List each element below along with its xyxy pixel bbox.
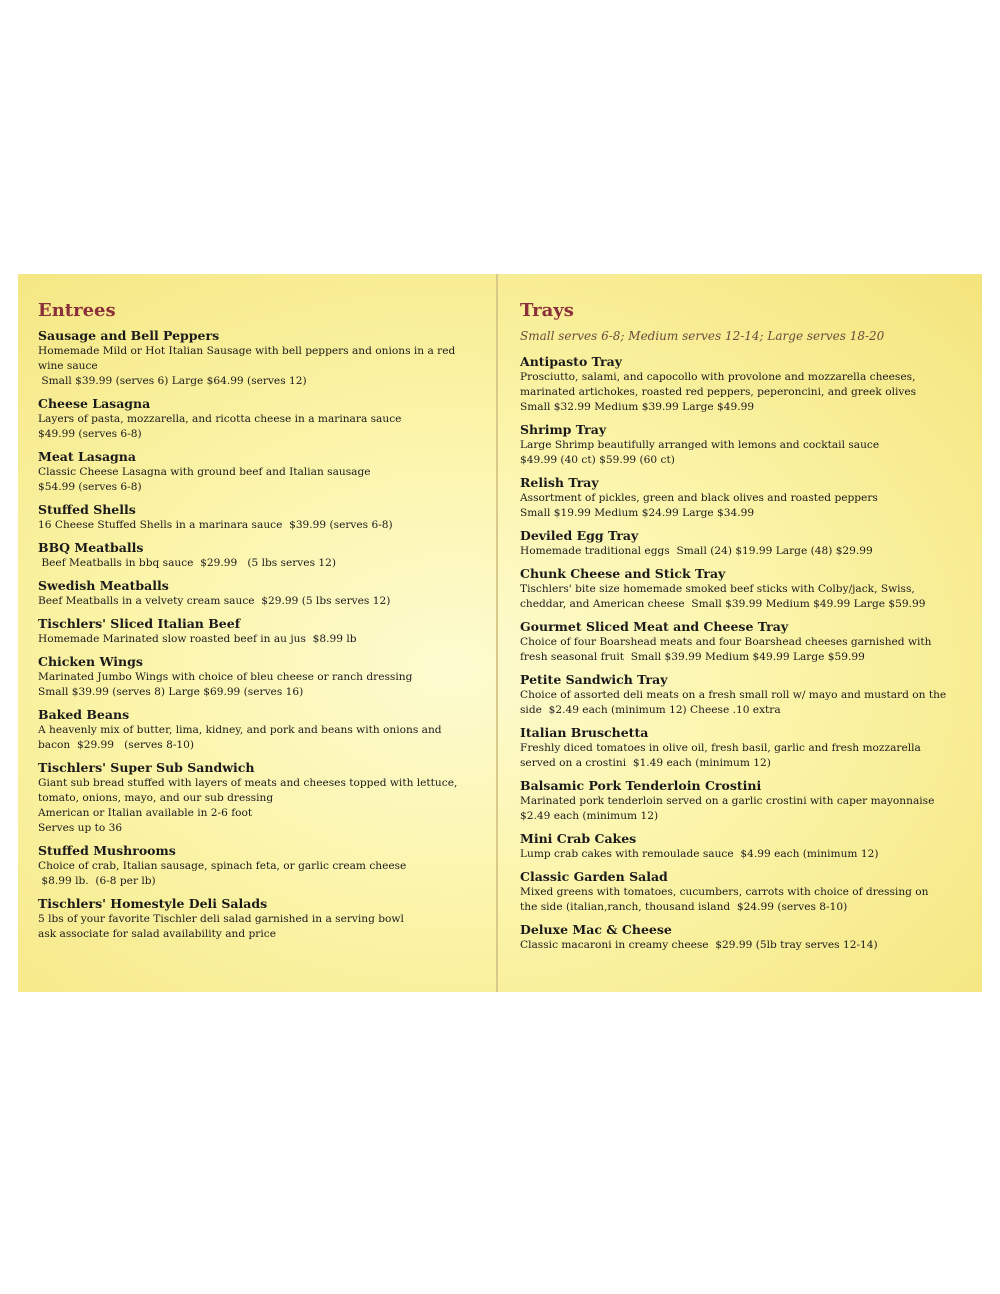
item-description-line: 5 lbs of your favorite Tischler deli salad garnished in a serving bowl: [38, 913, 404, 925]
column-divider: [496, 274, 498, 992]
item-description-line: the side (italian,ranch, thousand island $24.99 (serves 8-10): [520, 901, 848, 913]
item-description-line: 16 Cheese Stuffed Shells in a marinara sauce $39.99 (serves 6-8): [38, 519, 393, 531]
item-description-line: Freshly diced tomatoes in olive oil, fresh basil, garlic and fresh mozzarella: [520, 742, 921, 754]
item-description-line: $49.99 (serves 6-8): [38, 428, 142, 440]
entrees-list: [38, 328, 486, 942]
item-name: Relish Tray: [520, 475, 599, 490]
trays-list: [520, 354, 968, 953]
item-description-line: A heavenly mix of butter, lima, kidney, and pork and beans with onions and: [38, 724, 442, 736]
trays-title: Trays: [520, 300, 574, 321]
item-name: Shrimp Tray: [520, 422, 607, 437]
item-description-line: Assortment of pickles, green and black olives and roasted peppers: [520, 492, 878, 504]
menu-item: [520, 475, 968, 521]
item-name: Gourmet Sliced Meat and Cheese Tray: [520, 619, 789, 634]
menu-item: [520, 672, 968, 718]
item-description-line: Layers of pasta, mozzarella, and ricotta cheese in a marinara sauce: [38, 413, 402, 425]
item-description-line: Classic macaroni in creamy cheese $29.99 (5lb tray serves 12-14): [520, 939, 878, 951]
item-description-line: $54.99 (serves 6-8): [38, 481, 142, 493]
item-name: Stuffed Mushrooms: [38, 843, 176, 858]
item-description-line: Prosciutto, salami, and capocollo with provolone and mozzarella cheeses,: [520, 371, 916, 383]
menu-item: [520, 725, 968, 771]
item-name: Tischlers' Homestyle Deli Salads: [38, 896, 268, 911]
menu-item: [520, 869, 968, 915]
menu-page: [18, 274, 982, 992]
item-name: Tischlers' Sliced Italian Beef: [38, 616, 241, 631]
menu-item: [38, 396, 486, 442]
item-name: Balsamic Pork Tenderloin Crostini: [520, 778, 762, 793]
item-description-line: Beef Meatballs in bbq sauce $29.99 (5 lbs serves 12): [38, 557, 336, 569]
trays-column: [520, 300, 968, 960]
menu-item: [520, 354, 968, 415]
item-name: Classic Garden Salad: [520, 869, 668, 884]
item-description-line: Choice of four Boarshead meats and four Boarshead cheeses garnished with: [520, 636, 932, 648]
menu-item: [38, 328, 486, 389]
item-name: Swedish Meatballs: [38, 578, 169, 593]
item-description-line: Homemade Marinated slow roasted beef in au jus $8.99 lb: [38, 633, 357, 645]
item-description-line: Tischlers' bite size homemade smoked beef sticks with Colby/jack, Swiss,: [520, 583, 915, 595]
item-name: Chunk Cheese and Stick Tray: [520, 566, 726, 581]
item-description-line: Serves up to 36: [38, 822, 123, 834]
item-name: Mini Crab Cakes: [520, 831, 637, 846]
item-description-line: Small $39.99 (serves 8) Large $69.99 (serves 16): [38, 686, 304, 698]
item-description-line: Marinated pork tenderloin served on a garlic crostini with caper mayonnaise: [520, 795, 935, 807]
item-description-line: Homemade traditional eggs Small (24) $19.99 Large (48) $29.99: [520, 545, 873, 557]
item-description-line: Large Shrimp beautifully arranged with lemons and cocktail sauce: [520, 439, 880, 451]
item-name: Sausage and Bell Peppers: [38, 328, 220, 343]
item-name: Italian Bruschetta: [520, 725, 649, 740]
item-description-line: Choice of assorted deli meats on a fresh small roll w/ mayo and mustard on the: [520, 689, 947, 701]
menu-item: [38, 760, 486, 836]
item-name: Meat Lasagna: [38, 449, 136, 464]
item-description-line: ask associate for salad availability and price: [38, 928, 276, 940]
item-description-line: Lump crab cakes with remoulade sauce $4.99 each (minimum 12): [520, 848, 879, 860]
item-name: Antipasto Tray: [520, 354, 622, 369]
menu-item: [520, 619, 968, 665]
item-name: Cheese Lasagna: [38, 396, 151, 411]
entrees-column: [38, 300, 486, 949]
item-description-line: wine sauce: [38, 360, 98, 372]
item-name: Petite Sandwich Tray: [520, 672, 668, 687]
item-description-line: side $2.49 each (minimum 12) Cheese .10 extra: [520, 704, 781, 716]
item-name: Baked Beans: [38, 707, 130, 722]
item-name: Stuffed Shells: [38, 502, 136, 517]
menu-item: [38, 449, 486, 495]
entrees-title: Entrees: [38, 300, 116, 321]
item-description-line: marinated artichokes, roasted red peppers, peperoncini, and greek olives: [520, 386, 917, 398]
menu-item: [38, 540, 486, 571]
menu-item: [520, 528, 968, 559]
item-description-line: Classic Cheese Lasagna with ground beef and Italian sausage: [38, 466, 371, 478]
item-description-line: Mixed greens with tomatoes, cucumbers, carrots with choice of dressing on: [520, 886, 929, 898]
item-description-line: $2.49 each (minimum 12): [520, 810, 659, 822]
item-description-line: Homemade Mild or Hot Italian Sausage with bell peppers and onions in a red: [38, 345, 456, 357]
menu-item: [38, 896, 486, 942]
menu-item: [38, 616, 486, 647]
item-name: Deluxe Mac & Cheese: [520, 922, 672, 937]
item-description-line: Small $19.99 Medium $24.99 Large $34.99: [520, 507, 755, 519]
item-description-line: $8.99 lb. (6-8 per lb): [38, 875, 156, 887]
item-description-line: $49.99 (40 ct) $59.99 (60 ct): [520, 454, 675, 466]
menu-item: [520, 566, 968, 612]
menu-item: [38, 843, 486, 889]
item-description-line: Giant sub bread stuffed with layers of meats and cheeses topped with lettuce,: [38, 777, 458, 789]
menu-item: [38, 654, 486, 700]
item-description-line: Small $39.99 (serves 6) Large $64.99 (serves 12): [38, 375, 307, 387]
menu-item: [38, 502, 486, 533]
item-description-line: served on a crostini $1.49 each (minimum 12): [520, 757, 771, 769]
menu-item: [520, 831, 968, 862]
item-name: Chicken Wings: [38, 654, 143, 669]
menu-item: [520, 922, 968, 953]
item-description-line: fresh seasonal fruit Small $39.99 Medium $49.99 Large $59.99: [520, 651, 865, 663]
menu-item: [38, 707, 486, 753]
item-description-line: American or Italian available in 2-6 foot: [38, 807, 253, 819]
menu-item: [520, 778, 968, 824]
menu-item: [38, 578, 486, 609]
item-name: BBQ Meatballs: [38, 540, 144, 555]
item-description-line: Beef Meatballs in a velvety cream sauce $29.99 (5 lbs serves 12): [38, 595, 391, 607]
item-description-line: Choice of crab, Italian sausage, spinach feta, or garlic cream cheese: [38, 860, 407, 872]
item-description-line: Marinated Jumbo Wings with choice of bleu cheese or ranch dressing: [38, 671, 413, 683]
item-description-line: cheddar, and American cheese Small $39.99 Medium $49.99 Large $59.99: [520, 598, 926, 610]
item-name: Tischlers' Super Sub Sandwich: [38, 760, 255, 775]
item-description-line: tomato, onions, mayo, and our sub dressing: [38, 792, 274, 804]
item-description-line: Small $32.99 Medium $39.99 Large $49.99: [520, 401, 755, 413]
item-name: Deviled Egg Tray: [520, 528, 639, 543]
trays-subtitle: Small serves 6-8; Medium serves 12-14; Large serves 18-20: [520, 329, 885, 343]
menu-item: [520, 422, 968, 468]
item-description-line: bacon $29.99 (serves 8-10): [38, 739, 195, 751]
